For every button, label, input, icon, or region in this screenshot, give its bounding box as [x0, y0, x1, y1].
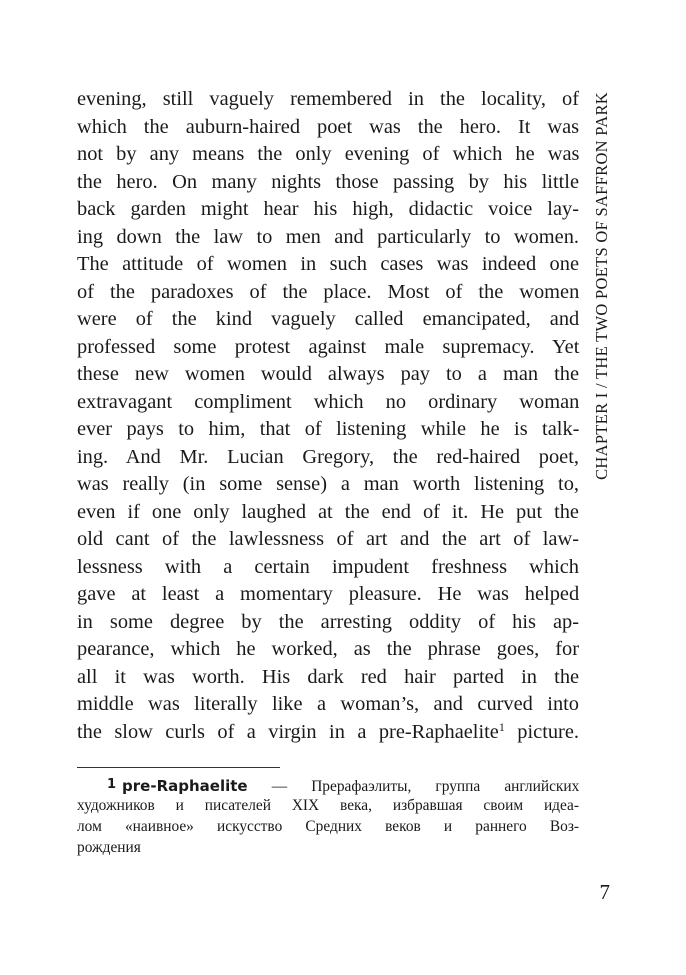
footnote-dash: — — [247, 778, 312, 795]
body-line: these new women would always pay to a man the — [77, 363, 579, 385]
body-line: lessness with a certain impudent freshness which — [77, 555, 579, 578]
body-line: The attitude of women in such cases was indeed one — [77, 253, 579, 275]
body-line: in some degree by the arresting oddity of his ap- — [77, 610, 579, 633]
body-line: the hero. On many nights those passing by his little — [77, 170, 579, 193]
footnote-reference[interactable]: 1 — [498, 719, 505, 734]
body-line: ever pays to him, that of listening while he is talk- — [77, 418, 580, 440]
last-line-tail: picture. — [504, 720, 579, 743]
footnote-divider — [77, 767, 280, 768]
body-line: not by any means the only evening of which he was — [77, 143, 580, 165]
body-line: pearance, which he worked, as the phrase goes, for — [77, 638, 580, 660]
body-text — [77, 86, 579, 746]
body-line: was really (in some sense) a man worth listening to, — [77, 473, 579, 495]
footnote-term: pre-Raphaelite — [122, 777, 248, 795]
footnote-line: лом «наивное» искусство Средних веков и раннего Воз- — [77, 818, 580, 835]
last-line-text: the slow curls of a virgin in a pre-Raphaelite — [77, 720, 499, 743]
body-line: extravagant compliment which no ordinary woman — [77, 390, 580, 413]
body-line: gave at least a momentary pleasure. He was helped — [77, 583, 580, 605]
footnote-line: рождения — [77, 839, 141, 856]
footnote-line — [77, 774, 579, 795]
body-line: were of the kind vaguely called emancipated, and — [77, 308, 580, 330]
body-line: even if one only laughed at the end of it. He put the — [77, 500, 579, 523]
body-line: professed some protest against male supremacy. Yet — [77, 335, 580, 358]
running-head-text: CHAPTER I / THE TWO POETS OF SAFFRON PARK — [592, 92, 611, 480]
body-line: ing down the law to men and particularly to women. — [77, 225, 579, 248]
footnote-line: художников и писателей XIX века, избравшая своим идеа- — [77, 797, 579, 814]
body-line: ing. And Mr. Lucian Gregory, the red-haired poet, — [77, 445, 579, 468]
footnote-line1: Прерафаэлиты, группа английских — [311, 778, 580, 795]
body-line: old cant of the lawlessness of art and the art of law- — [77, 528, 579, 550]
body-line: evening, still vaguely remembered in the locality, of — [77, 88, 580, 110]
running-head — [590, 92, 614, 514]
body-line: of the paradoxes of the place. Most of the women — [77, 280, 580, 303]
footnote — [77, 774, 579, 858]
body-line-last — [77, 719, 579, 747]
body-line: which the auburn-haired poet was the hero. It was — [77, 115, 580, 138]
footnote-mark: 1 — [107, 777, 117, 792]
body-line: middle was literally like a woman’s, and curved into — [77, 693, 579, 715]
body-line: back garden might hear his high, didactic voice lay- — [77, 198, 579, 220]
page-number: 7 — [599, 880, 610, 904]
body-line: all it was worth. His dark red hair parted in the — [77, 665, 580, 688]
